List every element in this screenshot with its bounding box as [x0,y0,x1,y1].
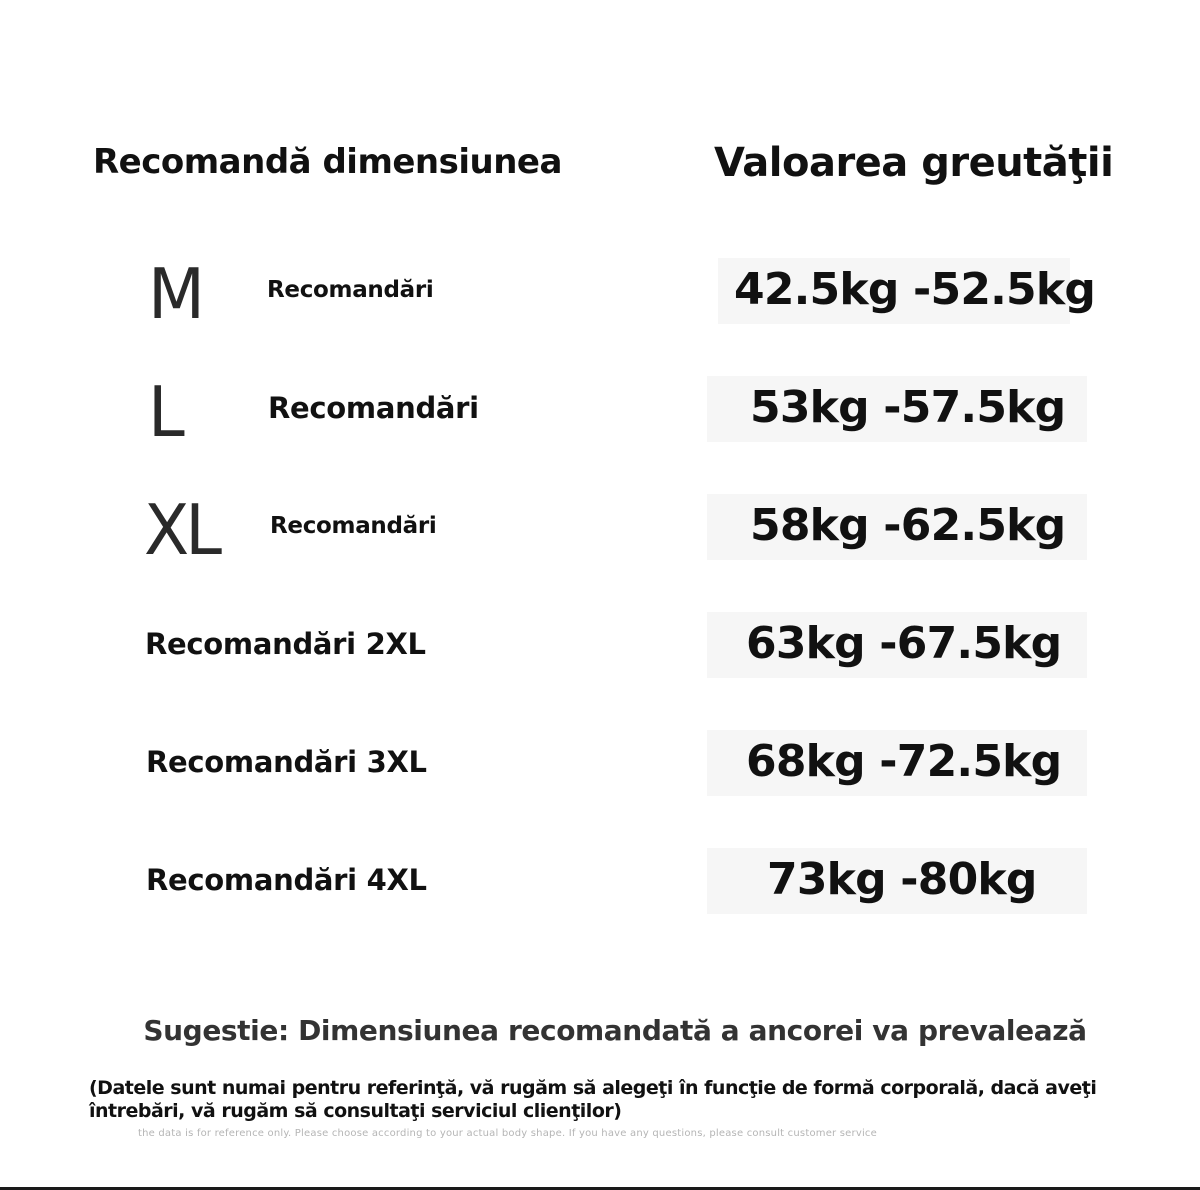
reference-note: (Datele sunt numai pentru referinţă, vă rugăm să alegeţi în funcţie de formă corporală, dacă aveţi întrebări, vă rugăm să consultaţi serviciul clienţilor) [89,1077,1097,1122]
weight-range-4xl: 73kg -80kg [767,854,1037,905]
weight-range-xl: 58kg -62.5kg [750,500,1066,551]
size-label-xl: Recomandări [270,513,437,539]
size-label-m: Recomandări [267,277,434,303]
weight-range-l: 53kg -57.5kg [750,382,1066,433]
size-letter-m: M [148,254,201,335]
size-label-3xl: Recomandări 3XL [146,745,427,779]
weight-range-m: 42.5kg -52.5kg [734,264,1096,315]
english-reference-note: the data is for reference only. Please choose according to your actual body shape. If you have any questions, please consult customer service [138,1128,877,1139]
size-label-4xl: Recomandări 4XL [146,863,427,897]
weight-range-3xl: 68kg -72.5kg [746,736,1062,787]
size-letter-l: L [148,372,181,453]
suggestion-text: Sugestie: Dimensiunea recomandată a ancorei va prevalează [143,1014,1087,1047]
size-label-l: Recomandări [268,391,479,425]
size-letter-xl: XL [144,490,218,571]
weight-column-header: Valoarea greutăţii [714,140,1114,186]
weight-range-2xl: 63kg -67.5kg [746,618,1062,669]
size-label-2xl: Recomandări 2XL [145,627,426,661]
size-column-header: Recomandă dimensiunea [93,142,562,182]
